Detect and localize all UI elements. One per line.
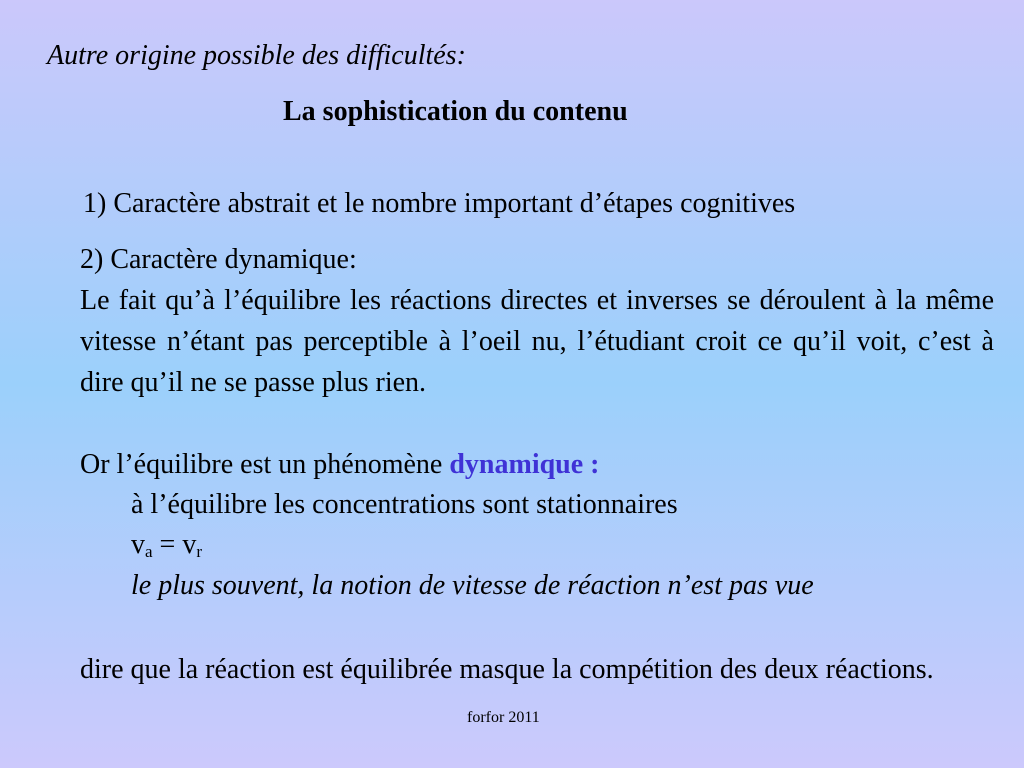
equilibrium-statement-prefix: Or l’équilibre est un phénomène: [80, 449, 450, 480]
dynamic-keyword: dynamique :: [449, 449, 600, 480]
rate-equation-left-var: v: [131, 529, 145, 560]
stationary-concentrations-line: à l’équilibre les concentrations sont stationnaires: [131, 489, 678, 520]
rate-equation-left-sub: a: [145, 542, 153, 561]
rate-equation-right-sub: r: [196, 542, 203, 561]
point-one: 1) Caractère abstrait et le nombre important d’étapes cognitives: [83, 188, 796, 219]
conclusion-paragraph: dire que la réaction est équilibrée masque la compétition des deux réactions.: [80, 654, 934, 685]
slide-subtitle: La sophistication du contenu: [283, 96, 628, 127]
italic-note: le plus souvent, la notion de vitesse de réaction n’est pas vue: [131, 570, 814, 601]
dynamic-explanation-paragraph: Le fait qu’à l’équilibre les réactions directes et inverses se déroulent à la même vitesse n’étant pas perceptible à l’oeil nu, l’étudiant croit ce qu’il voit, c’est à dire qu’il ne se passe plus rien.: [80, 285, 994, 398]
rate-equation-operator: =: [152, 529, 183, 560]
point-two-title: 2) Caractère dynamique:: [80, 244, 357, 275]
rate-equation: [131, 525, 202, 565]
rate-equation-right-var: v: [182, 529, 197, 560]
equilibrium-statement: [80, 445, 600, 485]
slide-heading: Autre origine possible des difficultés:: [47, 40, 466, 71]
slide-footer: forfor 2011: [467, 709, 540, 726]
